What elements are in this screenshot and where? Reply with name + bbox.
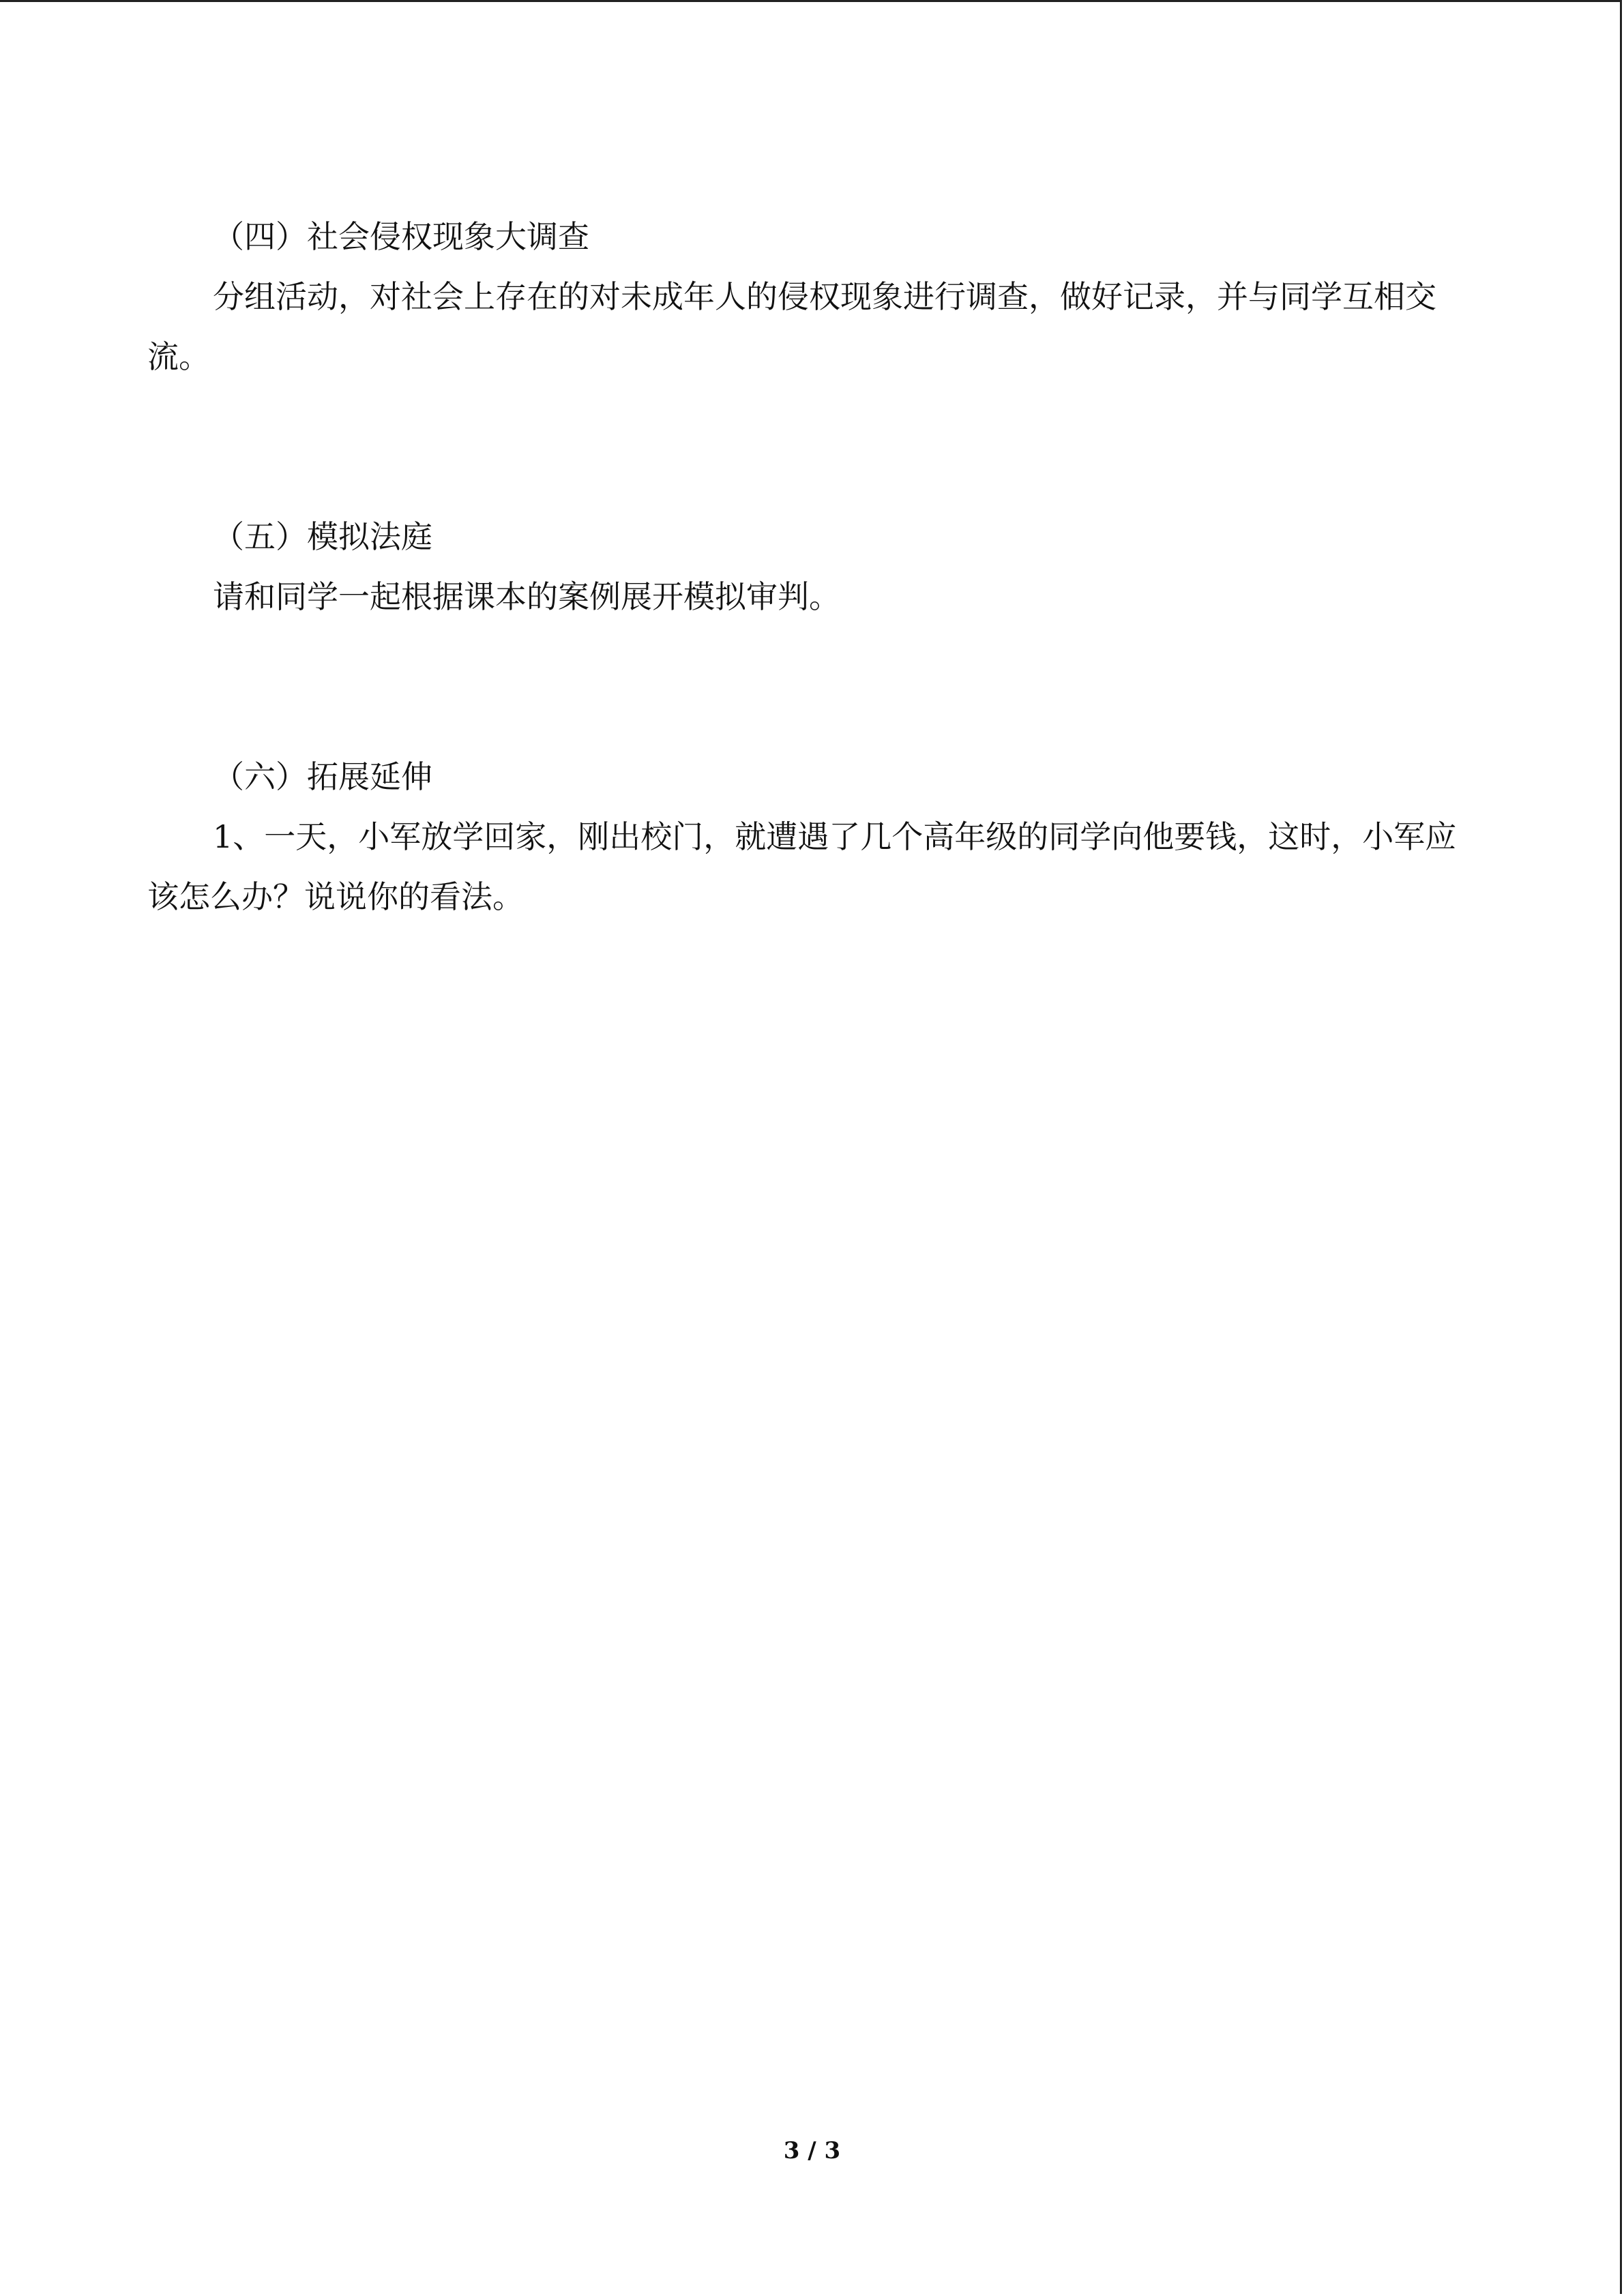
section-body: 1、一天，小军放学回家，刚出校门，就遭遇了几个高年级的同学向他要钱，这时，小军应该怎么办？说说你的看法。 — [147, 818, 1457, 915]
section-heading: （六）拓展延伸 — [213, 758, 432, 795]
section-5 — [147, 507, 1484, 627]
section-6 — [147, 747, 1484, 927]
section-4 — [147, 207, 1484, 387]
section-heading: （五）模拟法庭 — [213, 518, 432, 555]
section-body: 请和同学一起根据课本的案例展开模拟审判。 — [213, 578, 840, 615]
section-heading: （四）社会侵权现象大调查 — [213, 218, 589, 255]
page-number: 3 / 3 — [783, 2137, 841, 2164]
section-body: 分组活动，对社会上存在的对未成年人的侵权现象进行调查，做好记录，并与同学互相交流。 — [147, 278, 1436, 375]
